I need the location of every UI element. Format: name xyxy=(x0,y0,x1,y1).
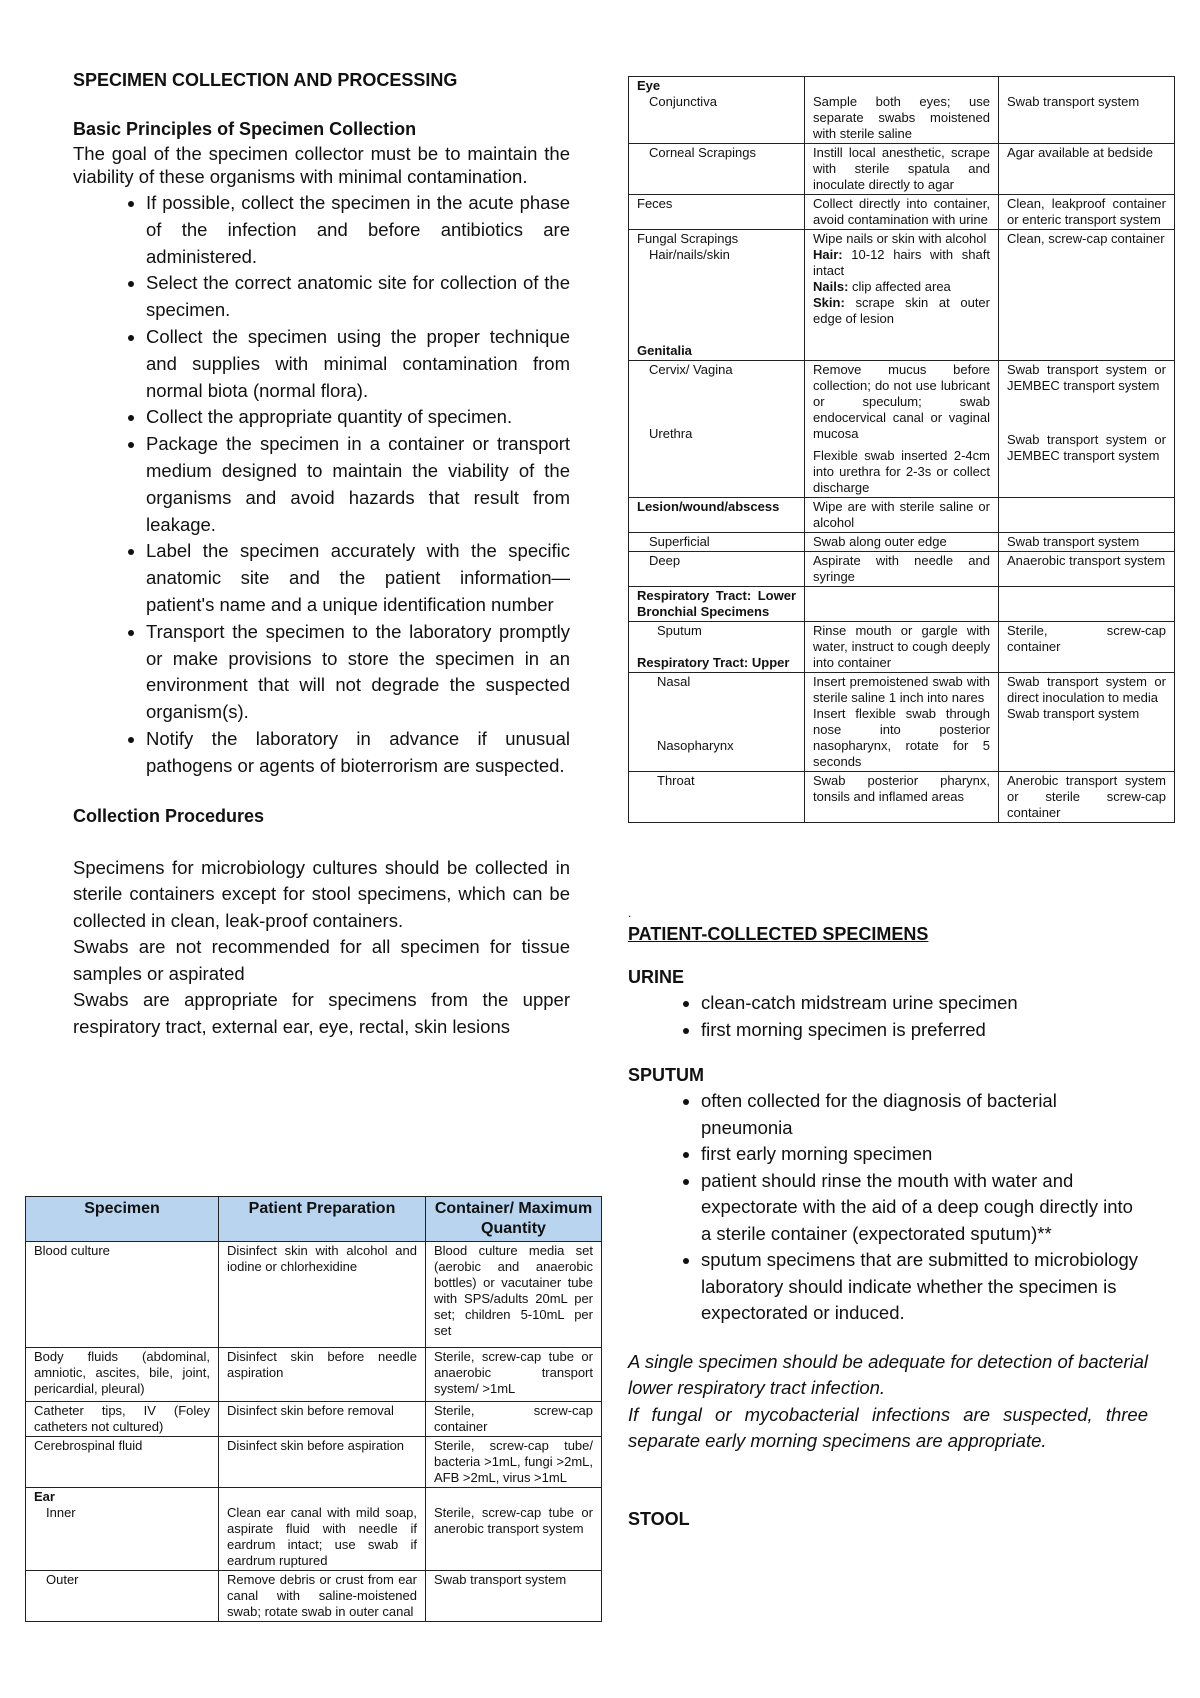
table-row xyxy=(629,587,1175,622)
urine-list xyxy=(628,990,1148,1043)
cell-prep: Insert flexible swab through nose into posterior nasopharynx, rotate for 5 seconds xyxy=(813,706,990,769)
procedures-paragraph-3: Swabs are appropriate for specimens from the upper respiratory tract, external ear, eye, rectal, skin lesions xyxy=(73,989,570,1037)
table-row xyxy=(629,77,1175,144)
sputum-list xyxy=(628,1088,1148,1327)
table-row xyxy=(629,673,1175,772)
table-row xyxy=(629,622,1175,673)
cell-container: Anaerobic transport system xyxy=(999,552,1175,587)
list-item: • first morning specimen is preferred xyxy=(701,1017,1148,1044)
cell-specimen: Fungal Scrapings xyxy=(637,231,739,246)
cell-prep: Collect directly into container, avoid contamination with urine xyxy=(805,195,999,230)
cell-container: Clean, leakproof container or enteric transport system xyxy=(999,195,1175,230)
list-item: • clean-catch midstream urine specimen xyxy=(701,990,1148,1017)
cell-specimen: Nasopharynx xyxy=(657,738,734,753)
cell-specimen: Outer xyxy=(46,1572,79,1587)
cell-specimen: Cerebrospinal fluid xyxy=(26,1437,219,1488)
cell-prep: Instill local anesthetic, scrape with sterile spatula and inoculate directly to agar xyxy=(805,144,999,195)
cell-container: Sterile, screw-cap tube/ bacteria >1mL, fungi >2mL, AFB >2mL, virus >1mL xyxy=(426,1437,602,1488)
urine-heading: URINE xyxy=(628,967,685,987)
list-item: • Collect the specimen using the proper technique and supplies with minimal contamination from normal biota (normal flora). xyxy=(146,324,570,404)
left-column xyxy=(73,70,570,1040)
cell-specimen: Corneal Scrapings xyxy=(649,145,756,160)
header-patient-preparation: Patient Preparation xyxy=(219,1197,426,1242)
table-row xyxy=(629,195,1175,230)
cell-container: Clean, screw-cap container xyxy=(999,230,1175,361)
cell-container: Swab transport system or JEMBEC transport system xyxy=(1007,362,1166,393)
note-fungal: If fungal or mycobacterial infections are suspected, three separate early morning specimens are appropriate. xyxy=(628,1403,1148,1451)
header-container: Container/ Maximum Quantity xyxy=(426,1197,602,1242)
cell-specimen: Sputum xyxy=(657,623,702,638)
table-row xyxy=(629,552,1175,587)
table-row xyxy=(26,1437,602,1488)
cell-prep: Rinse mouth or gargle with water, instruct to cough deeply into container xyxy=(805,622,999,673)
cell-prep: Wipe are with sterile saline or alcohol xyxy=(805,498,999,533)
table-row xyxy=(26,1348,602,1402)
list-item: • Transport the specimen to the laboratory promptly or make provisions to store the specimen in an environment that will not degrade the suspected organism(s). xyxy=(146,619,570,726)
table-row xyxy=(629,144,1175,195)
procedures-heading: Collection Procedures xyxy=(73,805,265,826)
cell-specimen: Conjunctiva xyxy=(649,94,717,109)
cell-container: Swab transport system or JEMBEC transport system xyxy=(1007,432,1166,463)
list-item: • If possible, collect the specimen in the acute phase of the infection and before antibiotics are administered. xyxy=(146,190,570,270)
cell-prep: Wipe nails or skin with alcohol xyxy=(813,231,987,246)
list-item: • first early morning specimen xyxy=(701,1141,1148,1168)
table-row xyxy=(26,1571,602,1622)
group-ear: Ear xyxy=(34,1489,55,1504)
page-title: SPECIMEN COLLECTION AND PROCESSING xyxy=(73,70,458,90)
sputum-heading: SPUTUM xyxy=(628,1065,704,1085)
cell-prep: Swab along outer edge xyxy=(805,533,999,552)
list-item: • Label the specimen accurately with the specific anatomic site and the patient information— patient's name and a unique identification number xyxy=(146,538,570,618)
cell-specimen: Inner xyxy=(46,1505,76,1520)
table-row xyxy=(629,772,1175,823)
cell-specimen: Cervix/ Vagina xyxy=(649,362,733,377)
cell-prep: Flexible swab inserted 2-4cm into urethra for 2-3s or collect discharge xyxy=(813,448,990,495)
patient-collected-heading: PATIENT-COLLECTED SPECIMENS xyxy=(628,924,929,944)
principles-intro: The goal of the specimen collector must be to maintain the viability of these organisms with minimal contamination. xyxy=(73,143,570,187)
cell-prep: Sample both eyes; use separate swabs moistened with sterile saline xyxy=(813,94,990,141)
list-item: • often collected for the diagnosis of bacterial pneumonia xyxy=(701,1088,1148,1141)
cell-container: Sterile, screw-cap tube or anaerobic transport system/ >1mL xyxy=(426,1348,602,1402)
cell-specimen: Superficial xyxy=(649,534,710,549)
cell-container: Blood culture media set (aerobic and anaerobic bottles) or vacutainer tube with SPS/adults 20mL per set; children 5-10mL per set xyxy=(426,1242,602,1348)
table-row xyxy=(26,1402,602,1437)
cell-specimen: Blood culture xyxy=(26,1242,219,1348)
list-item: • Notify the laboratory in advance if unusual pathogens or agents of bioterrorism are suspected. xyxy=(146,726,570,780)
list-item: • sputum specimens that are submitted to microbiology laboratory should indicate whether the specimen is expectorated or induced. xyxy=(701,1247,1148,1327)
stool-heading: STOOL xyxy=(628,1508,690,1529)
cell-container: Sterile, screw-cap tube or anerobic transport system xyxy=(434,1505,593,1536)
cell-container: Anerobic transport system or sterile screw-cap container xyxy=(999,772,1175,823)
cell-container: Swab transport system xyxy=(426,1571,602,1622)
cell-prep: Swab posterior pharynx, tonsils and inflamed areas xyxy=(805,772,999,823)
cell-specimen-sub: Hair/nails/skin xyxy=(649,247,730,262)
group-respiratory-lower: Respiratory Tract: Lower Bronchial Specimens xyxy=(629,587,805,622)
table-row xyxy=(26,1488,602,1571)
cell-specimen: Feces xyxy=(629,195,805,230)
group-respiratory-upper: Respiratory Tract: Upper xyxy=(637,655,790,670)
table-row xyxy=(26,1242,602,1348)
cell-prep: Disinfect skin with alcohol and iodine or chlorhexidine xyxy=(219,1242,426,1348)
group-eye: Eye xyxy=(637,78,661,93)
table-row: Fungal Scrapings Hair/nails/skin Genitalia Wipe nails or skin with alcohol Hair: 10-12 hairs with shaft intact Nails: clip affected area Skin: scrape skin at outer edge of lesion Clean, screw-cap container xyxy=(629,230,1175,361)
cell-prep: Disinfect skin before aspiration xyxy=(219,1437,426,1488)
cell-specimen: Throat xyxy=(657,773,695,788)
cell-container: Swab transport system xyxy=(1007,94,1140,109)
cell-specimen: Catheter tips, IV (Foley catheters not cultured) xyxy=(26,1402,219,1437)
table-header-row xyxy=(26,1197,602,1242)
header-specimen: Specimen xyxy=(26,1197,219,1242)
note-single-specimen: A single specimen should be adequate for detection of bacterial lower respiratory tract infection. xyxy=(628,1350,1148,1398)
stray-dot: . xyxy=(628,906,632,920)
cell-prep: Clean ear canal with mild soap, aspirate fluid with needle if eardrum intact; use swab if eardrum ruptured xyxy=(227,1505,417,1568)
cell-specimen: Deep xyxy=(649,553,681,568)
cell-container: Swab transport system xyxy=(1007,706,1140,721)
table-row xyxy=(629,498,1175,533)
procedures-paragraph-1: Specimens for microbiology cultures should be collected in sterile containers except for stool specimens, which can be collected in clean, leak-proof containers. xyxy=(73,856,570,931)
cell-specimen: Nasal xyxy=(657,674,691,689)
cell-prep: Insert premoistened swab with sterile saline 1 inch into nares xyxy=(813,674,990,705)
group-lesion: Lesion/wound/abscess xyxy=(629,498,805,533)
list-item: • Package the specimen in a container or transport medium designed to maintain the viability of the organisms and avoid hazards that result from leakage. xyxy=(146,431,570,538)
cell-container: Sterile, screw-cap container xyxy=(999,622,1175,673)
table-row xyxy=(629,533,1175,552)
group-genitalia: Genitalia xyxy=(637,343,692,358)
cell-prep: Disinfect skin before needle aspiration xyxy=(219,1348,426,1402)
cell-prep: Aspirate with needle and syringe xyxy=(805,552,999,587)
procedures-paragraph-2: Swabs are not recommended for all specimen for tissue samples or aspirated xyxy=(73,936,570,984)
cell-specimen: Body fluids (abdominal, amniotic, ascites, bile, joint, pericardial, pleural) xyxy=(26,1348,219,1402)
list-item: • patient should rinse the mouth with water and expectorate with the aid of a deep cough directly into a sterile container (expectorated sputum)** xyxy=(701,1168,1148,1248)
cell-prep: Remove mucus before collection; do not use lubricant or speculum; swab endocervical canal or vaginal mucosa xyxy=(813,362,990,441)
right-text xyxy=(628,906,1148,1530)
list-item: • Collect the appropriate quantity of specimen. xyxy=(146,404,570,431)
principles-heading: Basic Principles of Specimen Collection xyxy=(73,119,417,139)
table-row xyxy=(629,361,1175,498)
cell-container: Sterile, screw-cap container xyxy=(426,1402,602,1437)
cell-prep: Disinfect skin before removal xyxy=(219,1402,426,1437)
cell-specimen: Urethra xyxy=(649,426,693,441)
cell-container: Swab transport system xyxy=(999,533,1175,552)
list-item: • Select the correct anatomic site for collection of the specimen. xyxy=(146,270,570,324)
specimen-table-part-2 xyxy=(628,76,1175,823)
cell-prep: Remove debris or crust from ear canal with saline-moistened swab; rotate swab in outer canal xyxy=(219,1571,426,1622)
cell-container: Swab transport system or direct inoculation to media xyxy=(1007,674,1166,705)
principles-list xyxy=(73,190,570,780)
specimen-table-part-1 xyxy=(25,1196,602,1622)
cell-container: Agar available at bedside xyxy=(999,144,1175,195)
